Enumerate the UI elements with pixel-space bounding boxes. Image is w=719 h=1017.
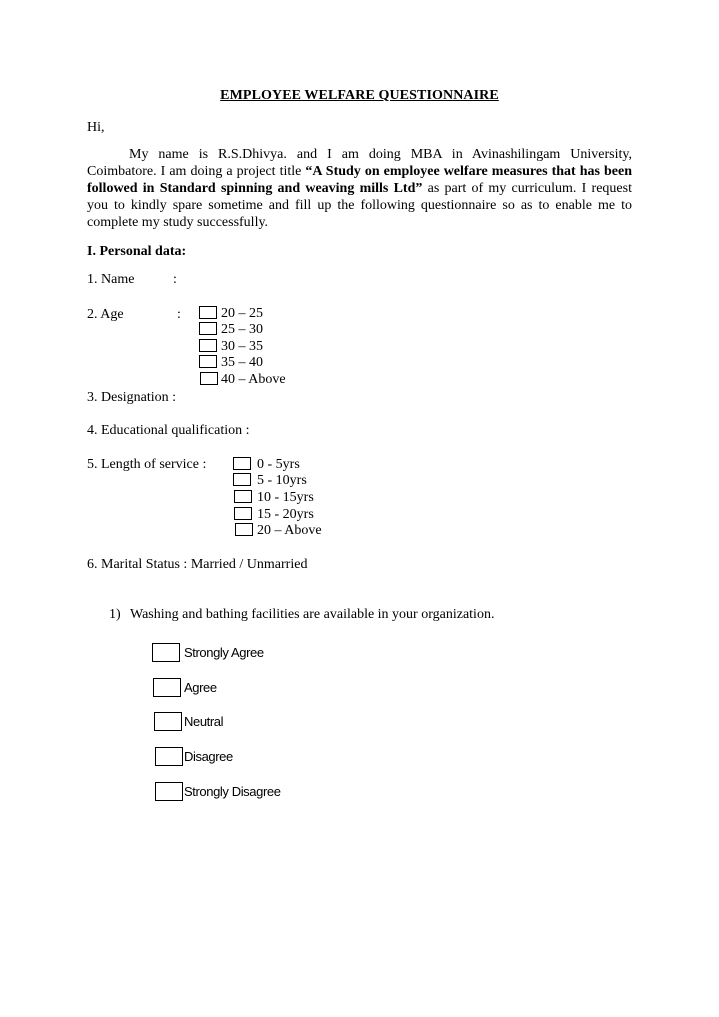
- question-number: 1): [109, 607, 121, 622]
- service-option-checkbox[interactable]: [234, 507, 252, 520]
- answer-label-strongly-disagree: Strongly Disagree: [184, 784, 281, 799]
- name-label: 1. Name: [87, 272, 135, 287]
- answer-checkbox-neutral[interactable]: [154, 712, 182, 731]
- age-label: 2. Age: [87, 307, 124, 322]
- service-option-checkbox[interactable]: [233, 457, 251, 470]
- designation-label: 3. Designation :: [87, 390, 177, 405]
- age-option-checkbox[interactable]: [200, 372, 218, 385]
- age-option-label: 40 – Above: [221, 372, 286, 387]
- service-option-label: 15 - 20yrs: [257, 507, 314, 522]
- question-text: Washing and bathing facilities are available in your organization.: [130, 607, 495, 622]
- age-colon: :: [177, 307, 181, 322]
- age-option-label: 35 – 40: [221, 355, 263, 370]
- education-label: 4. Educational qualification :: [87, 423, 250, 438]
- intro-text-2: as part of my curriculum. I request you to kindly spare sometime and fill up the following questionnaire so as to enable me to complete my study successfully.: [87, 181, 632, 230]
- answer-checkbox-strongly-disagree[interactable]: [155, 782, 183, 801]
- marital-status-label: 6. Marital Status : Married / Unmarried: [87, 557, 308, 572]
- page-title: EMPLOYEE WELFARE QUESTIONNAIRE: [220, 88, 499, 103]
- service-option-label: 5 - 10yrs: [257, 473, 307, 488]
- age-option-label: 30 – 35: [221, 339, 263, 354]
- age-option-label: 25 – 30: [221, 322, 263, 337]
- section-heading: I. Personal data:: [87, 244, 187, 259]
- intro-text-1: My name is R.S.Dhivya. and I am doing MBA in Avinashilingam University, Coimbatore. I am doing a project title: [87, 147, 632, 179]
- age-option-checkbox[interactable]: [199, 322, 217, 335]
- service-option-label: 10 - 15yrs: [257, 490, 314, 505]
- answer-checkbox-agree[interactable]: [153, 678, 181, 697]
- greeting: Hi,: [87, 120, 105, 135]
- service-option-label: 0 - 5yrs: [257, 457, 300, 472]
- service-option-checkbox[interactable]: [233, 473, 251, 486]
- service-option-checkbox[interactable]: [234, 490, 252, 503]
- service-label: 5. Length of service :: [87, 457, 207, 472]
- answer-label-agree: Agree: [184, 680, 217, 695]
- answer-label-neutral: Neutral: [184, 714, 224, 729]
- age-option-checkbox[interactable]: [199, 339, 217, 352]
- age-option-checkbox[interactable]: [199, 306, 217, 319]
- answer-checkbox-strongly-agree[interactable]: [152, 643, 180, 662]
- answer-label-disagree: Disagree: [184, 749, 233, 764]
- project-title: “A Study on employee welfare measures that has been followed in Standard spinning and weaving mills Ltd”: [87, 164, 632, 196]
- intro-paragraph: [87, 146, 632, 231]
- name-colon: :: [173, 272, 177, 287]
- age-option-label: 20 – 25: [221, 306, 263, 321]
- age-option-checkbox[interactable]: [199, 355, 217, 368]
- service-option-checkbox[interactable]: [235, 523, 253, 536]
- answer-checkbox-disagree[interactable]: [155, 747, 183, 766]
- answer-label-strongly-agree: Strongly Agree: [184, 645, 264, 660]
- service-option-label: 20 – Above: [257, 523, 322, 538]
